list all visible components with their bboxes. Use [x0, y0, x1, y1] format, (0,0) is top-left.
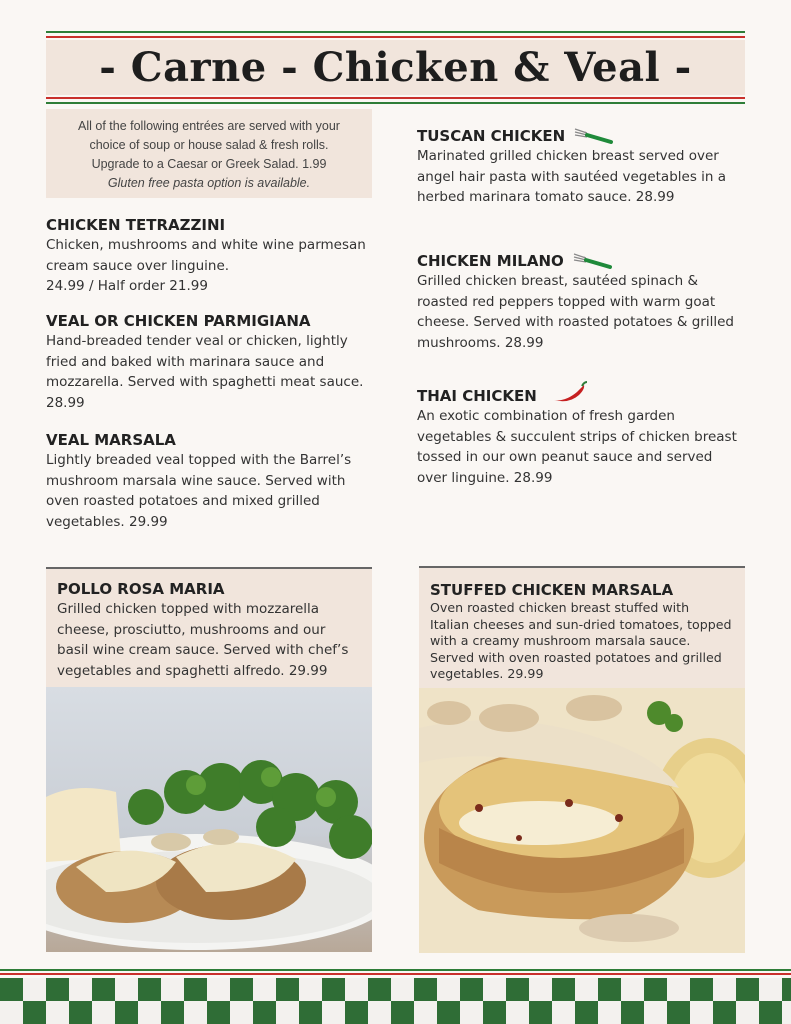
bottom-title-stripe-red	[46, 97, 745, 99]
fork-icon	[572, 251, 614, 271]
menu-item	[46, 311, 386, 413]
checker-square	[460, 978, 483, 1001]
checker-square	[322, 978, 345, 1001]
checker-square	[253, 1001, 276, 1024]
title-banner	[46, 40, 745, 95]
top-stripe-green	[46, 31, 745, 33]
note-line: choice of soup or house salad & fresh rolls.	[89, 138, 329, 152]
checker-square	[690, 978, 713, 1001]
featured-item-panel	[419, 566, 745, 688]
checker-square	[276, 978, 299, 1001]
fork-icon	[573, 126, 615, 146]
featured-item-panel	[46, 567, 372, 687]
item-description: Marinated grilled chicken breast served over angel hair pasta with sautéed vegetables in a herbed marinara tomato sauce. 28.99	[417, 148, 727, 205]
checker-square	[46, 978, 69, 1001]
checker-square	[644, 978, 667, 1001]
top-stripe-red	[46, 36, 745, 38]
item-name: POLLO ROSA MARIA	[57, 580, 225, 598]
checker-square	[230, 978, 253, 1001]
entree-note	[46, 109, 372, 198]
menu-item	[417, 126, 757, 208]
checker-square	[437, 1001, 460, 1024]
menu-item	[417, 386, 757, 488]
checker-square	[299, 1001, 322, 1024]
item-description: Oven roasted chicken breast stuffed with Italian cheeses and sun-dried tomatoes, topped with a creamy mushroom marsala sauce. Served with oven roasted potatoes and grilled vegetables. 29.99	[430, 600, 732, 681]
checker-square	[391, 1001, 414, 1024]
item-name: THAI CHICKEN	[417, 387, 537, 405]
checker-square	[368, 978, 391, 1001]
checker-square	[184, 978, 207, 1001]
checker-square	[575, 1001, 598, 1024]
pollo-rosa-maria-photo	[46, 687, 372, 952]
checker-square	[69, 1001, 92, 1024]
checker-square	[759, 1001, 782, 1024]
checker-square	[736, 978, 759, 1001]
item-name: TUSCAN CHICKEN	[417, 127, 566, 145]
item-name: STUFFED CHICKEN MARSALA	[430, 581, 674, 599]
checker-square	[345, 1001, 368, 1024]
checker-square	[92, 978, 115, 1001]
item-name: VEAL OR CHICKEN PARMIGIANA	[46, 312, 311, 330]
item-name: VEAL MARSALA	[46, 431, 176, 449]
stuffed-chicken-marsala-photo	[419, 688, 745, 953]
chili-pepper-icon	[551, 380, 591, 404]
checker-square	[161, 1001, 184, 1024]
checker-square	[0, 978, 23, 1001]
item-description: Grilled chicken breast, sautéed spinach & roasted red peppers topped with warm goat cheese. Served with roasted potatoes & grilled mushrooms. 28.99	[417, 273, 734, 351]
item-description: Chicken, mushrooms and white wine parmesan cream sauce over linguine. 24.99 / Half order 21.99	[46, 237, 366, 294]
checker-square	[621, 1001, 644, 1024]
item-description: Hand-breaded tender veal or chicken, lightly fried and baked with marinara sauce and mozzarella. Served with spaghetti meat sauce. 28.99	[46, 333, 364, 411]
checker-square	[138, 978, 161, 1001]
item-description: An exotic combination of fresh garden vegetables & succulent strips of chicken breast tossed in our own peanut sauce and served over linguine. 28.99	[417, 408, 737, 486]
item-description: Grilled chicken topped with mozzarella cheese, prosciutto, mushrooms and our basil wine cream sauce. Served with chef’s vegetables and spaghetti alfredo. 29.99	[57, 601, 349, 679]
checker-square	[483, 1001, 506, 1024]
checker-square	[115, 1001, 138, 1024]
checker-square	[414, 978, 437, 1001]
checker-square	[506, 978, 529, 1001]
bottom-title-stripe-green	[46, 102, 745, 104]
menu-item	[417, 251, 757, 353]
menu-item	[46, 430, 386, 532]
note-line: Gluten free pasta option is available.	[107, 176, 311, 190]
checker-square	[552, 978, 575, 1001]
checker-square	[713, 1001, 736, 1024]
page-title: - Carne - Chicken & Veal -	[99, 44, 692, 91]
checker-square	[529, 1001, 552, 1024]
menu-item	[46, 215, 386, 297]
item-name: CHICKEN TETRAZZINI	[46, 216, 226, 234]
checker-square	[598, 978, 621, 1001]
note-line: Upgrade to a Caesar or Greek Salad. 1.99	[91, 157, 327, 171]
checker-square	[207, 1001, 230, 1024]
footer-stripe-red	[0, 973, 791, 975]
checker-square	[23, 1001, 46, 1024]
footer-stripe-green	[0, 969, 791, 971]
note-line: All of the following entrées are served with your	[78, 119, 340, 133]
checker-square	[667, 1001, 690, 1024]
checker-square	[782, 978, 791, 1001]
item-description: Lightly breaded veal topped with the Barrel’s mushroom marsala wine sauce. Served with oven roasted potatoes and mixed grilled vegetables. 29.99	[46, 452, 352, 530]
item-name: CHICKEN MILANO	[417, 252, 564, 270]
